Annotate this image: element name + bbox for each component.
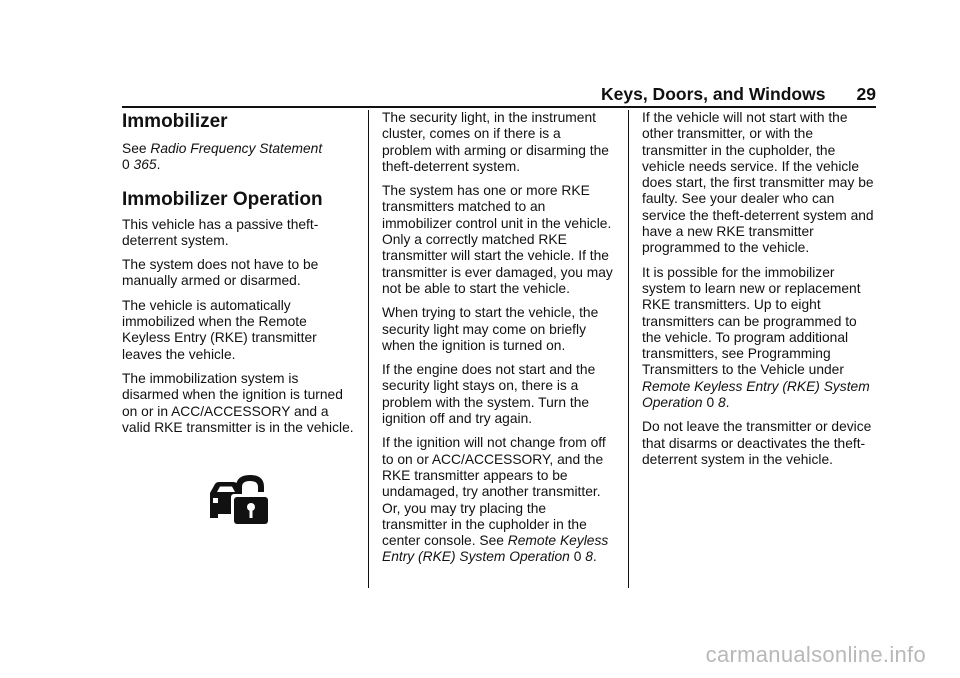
paragraph: When trying to start the vehicle, the security light may come on briefly when the ignition is turned on. (382, 305, 599, 353)
page-ref-icon: 0 (573, 549, 582, 565)
section-title: Keys, Doors, and Windows (601, 84, 826, 104)
paragraph: The system does not have to be manually armed or disarmed. (122, 257, 319, 289)
rke-system-operation-link[interactable]: Remote Keyless Entry (RKE) System Operation (642, 378, 870, 411)
column-1 (122, 110, 354, 444)
page-ref-icon: 0 (122, 157, 130, 173)
page-ref-icon: 0 (706, 395, 715, 411)
column-divider (628, 110, 629, 588)
header-rule (122, 106, 876, 108)
rke-system-operation-link[interactable]: Remote Keyless Entry (RKE) System Operation (382, 533, 609, 565)
paragraph: If the vehicle will not start with the other transmitter, or with the transmitter in the cupholder, the vehicle needs service. If the vehicle does start, the first transmitter may be faulty. See your dealer who can service the theft-deterrent system and have a new RKE transmitter programmed to the vehicle. (642, 110, 874, 256)
paragraph: If the ignition will not change from off to on or ACC/ACCESSORY, and the RKE transmitter appears to be undamaged, try another transmitter. Or, you may try placing the transmitter in the cupholder in the center console. See Remote Keyless Entry (RKE) System Operation 0 8. (382, 435, 609, 565)
column-2 (382, 110, 614, 574)
page-header (601, 83, 876, 105)
paragraph: The system has one or more RKE transmitters matched to an immobilizer control unit in the vehicle. Only a correctly matched RKE transmitter will start the vehicle. If the transmitter is ever damaged, you may not be able to start the vehicle. (382, 183, 613, 296)
paragraph: It is possible for the immobilizer system to learn new or replacement RKE transmitters. Up to eight transmitters can be programmed to the vehicle. To program additional transmitters, see Programming Transmitters to the Vehicle under Remote Keyless Entry (RKE) System Operation 0 8. (642, 264, 870, 411)
column-divider (368, 110, 369, 588)
security-icon-svg (206, 471, 270, 525)
security-vehicle-lock-icon (206, 471, 270, 525)
page-ref-number[interactable]: 8 (585, 549, 593, 565)
page-number: 29 (856, 84, 876, 104)
paragraph: The security light, in the instrument cluster, comes on if there is a problem with arming or disarming the theft-deterrent system. (382, 110, 609, 174)
heading-immobilizer: Immobilizer (122, 111, 228, 132)
paragraph: The vehicle is automatically immobilized when the Remote Keyless Entry (RKE) transmitter leaves the vehicle. (122, 297, 317, 362)
see-label: See (122, 141, 147, 156)
page-ref-number[interactable]: 8 (717, 395, 726, 411)
heading-immobilizer-operation: Immobilizer Operation (122, 188, 323, 210)
paragraph: This vehicle has a passive theft-deterrent system. (122, 216, 319, 248)
page-ref-number[interactable]: 365 (133, 157, 157, 173)
see-reference: See Radio Frequency Statement 0 365. (122, 141, 323, 173)
column-3 (642, 110, 876, 476)
paragraph-text: It is possible for the immobilizer system to learn new or replacement RKE transmitters. Up to eight transmitters can be programmed to the vehicle. To program additional transmitters, see Programming Transmitters to the Vehicle under (642, 264, 861, 378)
radio-frequency-link[interactable]: Radio Frequency Statement (150, 141, 323, 156)
paragraph: If the engine does not start and the security light stays on, there is a problem with the system. Turn the ignition off and try again. (382, 362, 596, 427)
paragraph: The immobilization system is disarmed when the ignition is turned on or in ACC/ACCESSORY and a valid RKE transmitter is in the vehicle. (122, 370, 354, 435)
paragraph: Do not leave the transmitter or device that disarms or deactivates the theft-deterrent system in the vehicle. (642, 419, 872, 467)
watermark: carmanualsonline.info (705, 642, 926, 667)
paragraph-text: If the ignition will not change from off to on or ACC/ACCESSORY, and the RKE transmitter appears to be undamaged, try another transmitter. Or, you may try placing the transmitter in the cupholder in the center console. See (382, 435, 606, 549)
